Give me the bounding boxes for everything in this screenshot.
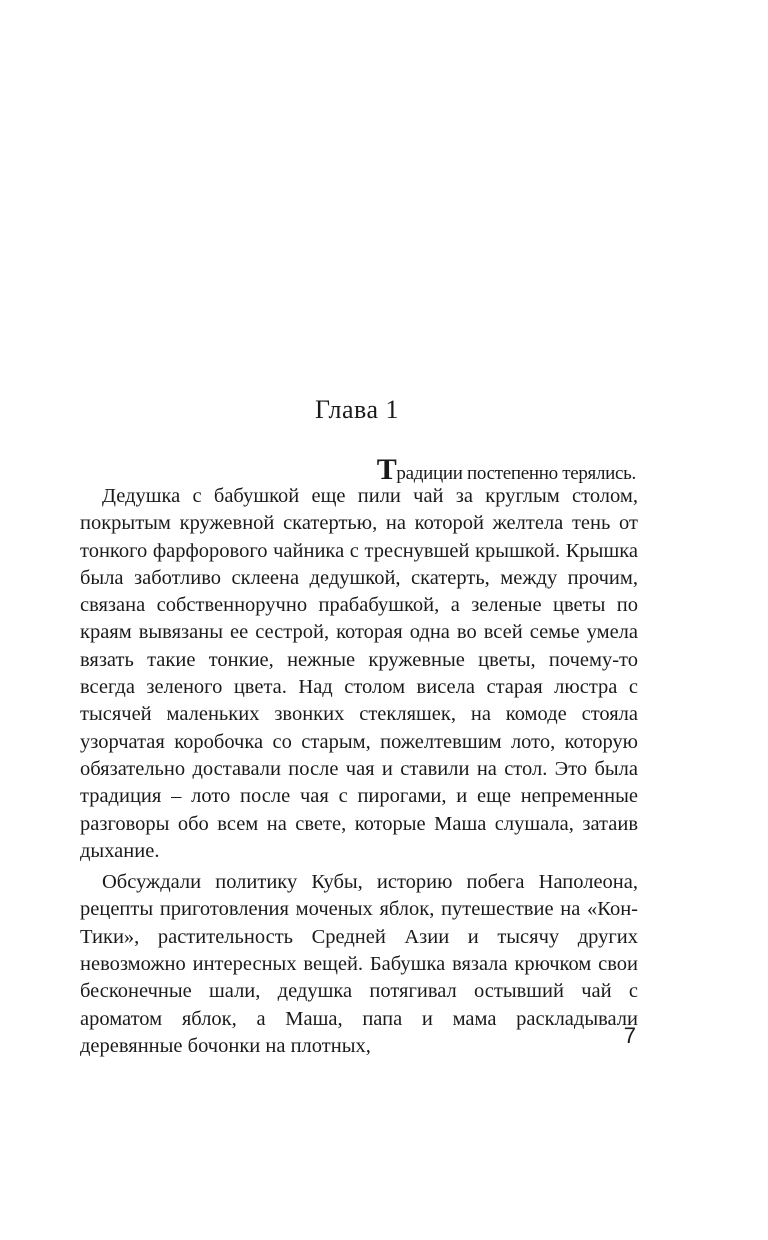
page-number: 7 xyxy=(623,1023,636,1048)
opening-line-text: радиции постепенно терялись. xyxy=(396,463,636,484)
body-text xyxy=(80,483,638,1060)
paragraph-2: Обсуждали политику Кубы, историю побега Наполеона, рецепты приготовления моченых яблок, путешествие на «Кон-Тики», растительность Средней Азии и тысячу других невозможно интересных вещей. Бабушка вязала крючком свои бесконечные шали, дедушка потягивал остывший чай с ароматом яблок, а Маша, папа и мама раскладывали деревянные бочонки на плотных, xyxy=(80,871,638,1057)
chapter-title: Глава 1 xyxy=(314,395,400,424)
paragraph-1: Дедушка с бабушкой еще пили чай за круглым столом, покрытым кружевной скатертью, на которой желтела тень от тонкого фарфорового чайника с треснувшей крышкой. Крышка была заботливо склеена дедушкой, скатерть, между прочим, связана собственноручно прабабушкой, а зеленые цветы по краям вывязаны ее сестрой, которая одна во всей семье умела вязать такие тонкие, нежные кружевные цветы, почему-то всегда зеленого цвета. Над столом висела старая люстра с тысячей маленьких звонких стекляшек, на комоде стояла узорчатая коробочка со старым, пожелтевшим лото, которую обязательно доставали после чая и ставили на стол. Это была традиция – лото после чая с пирогами, и еще непременные разговоры обо всем на свете, которые Маша слушала, затаив дыхание. xyxy=(80,485,638,862)
drop-cap: Т xyxy=(376,453,397,486)
opening-line xyxy=(377,455,636,485)
